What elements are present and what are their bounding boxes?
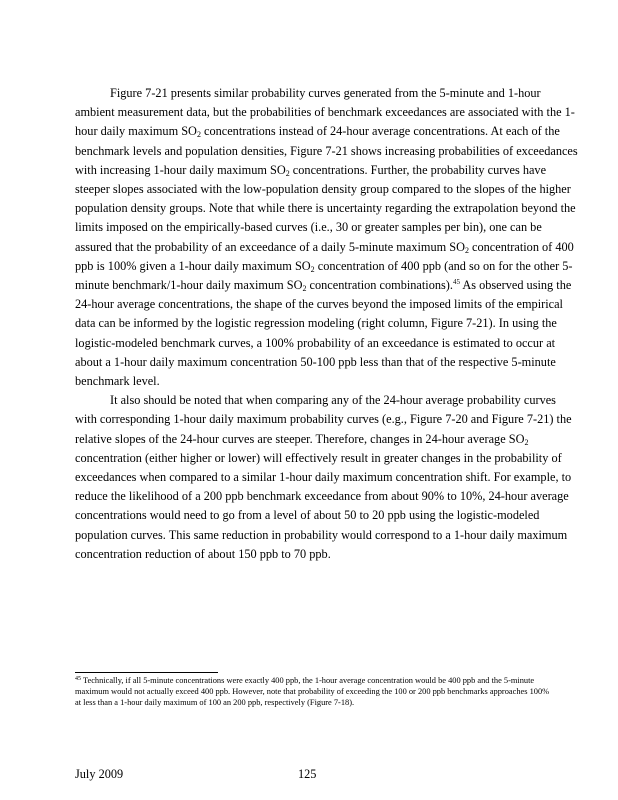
page-number: 125 (298, 767, 317, 781)
paragraph-2 (75, 391, 580, 564)
paragraph-1 (75, 84, 580, 391)
so2-subscript: 2 (302, 284, 307, 294)
footnote-reference[interactable]: 45 (452, 278, 460, 287)
so2-subscript: 2 (285, 168, 290, 178)
so2-subscript: 2 (196, 130, 201, 140)
paragraph-2-part-a: It also should be noted that when comparing any of the 24-hour average probability curves with corresponding 1-hour daily maximum probability curves (e.g., Figure 7-20 and Figure 7-21) the relative slopes of the 24-hour curves are steeper. Therefore, changes in 24-hour average SO (75, 393, 572, 446)
so2-subscript: 2 (310, 264, 315, 274)
so2-subscript: 2 (464, 245, 469, 255)
paragraph-1-part-c: concentrations. Further, the probability curves have steeper slopes associated with the low-population density group compared to the slopes of the higher population density groups. Note that while there is uncertainty regarding the extrapolation beyond the limits imposed on the empirically-based curves (i.e., 30 or greater samples per bin), one can be assured that the probability of an exceedance of a daily 5-minute maximum SO (75, 162, 576, 254)
paragraph-1-part-d: concentration of 400 ppb is 100% given a 1-hour daily maximum SO (75, 239, 574, 273)
paragraph-1-part-f: concentration combinations). (306, 278, 453, 293)
paragraph-1-part-g: As observed using the 24-hour average concentrations, the shape of the curves beyond the imposed limits of the empirical data can be informed by the logistic regression modeling (right column, Figure 7-21). In using the logistic-modeled benchmark curves, a 100% probability of an exceedance is estimated to occur at about a 1-hour daily maximum concentration 50-100 ppb less than that of the respective 5-minute benchmark level. (75, 278, 572, 389)
paragraph-1-part-e: concentration of 400 ppb (and so on for the other 5-minute benchmark/1-hour daily maximum SO (75, 258, 573, 293)
footer-date: July 2009 (75, 767, 124, 781)
paragraph-1-part-b: concentrations instead of 24-hour average concentrations. At each of the benchmark levels and population densities, Figure 7-21 shows increasing probabilities of exceedances with increasing 1-hour daily maximum SO (75, 124, 578, 177)
footnote (75, 676, 555, 708)
paragraph-2-part-b: concentration (either higher or lower) will effectively result in greater changes in the probability of exceedances when compared to a similar 1-hour daily maximum concentration shift. For example, to reduce the likelihood of a 200 ppb benchmark exceedance from about 90% to 10%, 24-hour average concentrations would need to go from a level of about 50 to 20 ppb using the logistic-modeled population curves. This same reduction in probability would correspond to a 1-hour daily maximum concentration reduction of about 150 ppb to 70 ppb. (75, 450, 572, 561)
so2-subscript: 2 (524, 437, 529, 447)
footnote-number: 45 (75, 676, 81, 682)
body-text (75, 84, 580, 564)
footnote-text: Technically, if all 5-minute concentrations were exactly 400 ppb, the 1-hour average concentration would be 400 ppb and the 5-minute maximum would not actually exceed 400 ppb. However, note that probability of exceeding the 100 or 200 ppb benchmarks approaches 100% at less than a 1-hour daily maximum of 100 an 200 ppb, respectively (Figure 7-18). (75, 676, 550, 707)
footnote-separator (75, 672, 218, 673)
paragraph-1-part-a: Figure 7-21 presents similar probability curves generated from the 5-minute and 1-hour ambient measurement data, but the probabilities of benchmark exceedances are associated with the 1-hour daily maximum SO (75, 86, 575, 139)
